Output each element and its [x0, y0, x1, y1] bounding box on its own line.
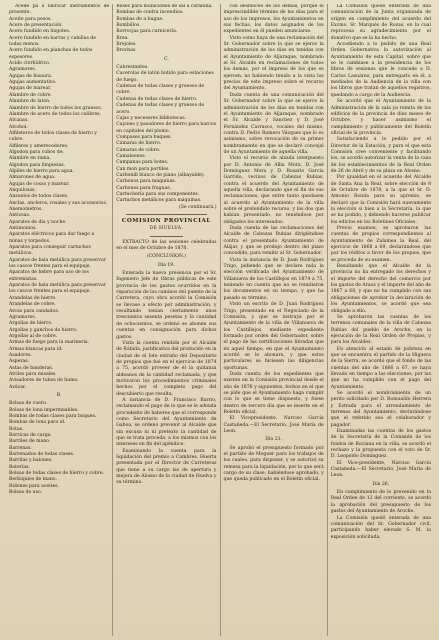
paragraph: Vista la cuenta rendida por el Alcalde de Rábida, justificativa del producido en la ciudad de el lote extraño del Depositario de propios que fué en el ejercicio de 1874 a 75, acordó proveer de él la quitanza aldeanos de la cantidad reclamada, y que motivaron los procedimientos criminales hechos por el completo pago del descubierto que resulta. [116, 340, 217, 397]
paragraph: Se acordó que el Ayuntamiento de la Administración de la sala ya remita de los edificios de la provincia de diez meses de Octubre, y hacer asimismo el cumplimiento y públicamente del Boletín oficial de la provincia. [330, 99, 431, 136]
paragraph: Se aprobaron las cuentas de los terrenos comunales de la villa de Cabezas Rubias del pueblo de Aroche, en la ejecución de la Real Orden de Propios, y para los Alcaldes. [330, 314, 431, 346]
centered-heading: Día 26. [372, 481, 390, 487]
text-line: Armas de fuego para la marinería. [9, 340, 90, 346]
centered-heading: Día 23. [265, 437, 282, 443]
text-line: Agujas de cosas y marear. [9, 181, 70, 187]
continuation-note: (Se continuará.) [178, 204, 217, 210]
text-line: Bombas de todas clases para buques. [9, 414, 97, 419]
paragraph: Acede pa a fabricar instrumentos de presente. [9, 4, 110, 16]
paragraph: con desbloceo de los demas, porque el imprescindible término de los días para el uso de los impresos, los Ayuntamientos en sus fechas, los datos asignados de los expedientes en él pueden anunciarse. [223, 4, 324, 35]
text-line: Bombillos. [116, 23, 141, 29]
text-line: Cabrestantes. [116, 65, 149, 71]
text-line: Aparatos eléctricos para dar fuego a minas y torpedos. [9, 232, 95, 244]
text-line: Cámaras de cobre. [116, 147, 161, 153]
text-line: Bilses para municiones de sal a carabina. [116, 4, 213, 9]
text-line: Astas de banderas. [9, 365, 54, 371]
text-line: Bolsas de lona impermeables. [9, 407, 79, 413]
text-line: Borrocjas para carnicería. [116, 29, 178, 35]
text-line: Atriles para misales. [9, 371, 57, 377]
text-line: Can mon para portiles. [116, 166, 170, 172]
paragraph: Visto como haya de una reclamación del Sr. Gobernador sobre la que se ejerce la administración de los días en tenidas con el Ayuntamiento de Aljaraque, nombrado el Sr. Alcalde en reclamaciones de todos los demás, por el impreso de los que se ejercen, no habiendo tenido a la vista los precios de este impreso sobre el recurso del Ayuntamiento. [223, 35, 324, 92]
text-line: Alambre en rama. [9, 156, 51, 162]
text-line: Alambre de latón. [9, 99, 51, 105]
text-line: Arandelas de hierro. [9, 295, 57, 301]
page-columns [6, 4, 434, 636]
paragraph: Visto un escrito de D. Juan Rodríguez Trigo, presentado en el Negociado de la Comisión, y que se instruya por el Ayuntamiento de la villa de Villanueva de los Castillejos, mediante expediente formado por orden del Gobernador, sobre el pago de las certificaciones libradas que en aquel tiempo, en que el Ayuntamiento acordó se le abonara, y que estos particulares se hiciesen las diligencias oportunas. [223, 302, 324, 371]
text-line: Bidones para aceites. [9, 483, 60, 489]
text-line: Bombas de contra incendios. [116, 10, 184, 16]
text-line: Cartuchos metálicos para máquinas. [116, 198, 202, 204]
text-line: Anquilosas. [9, 187, 36, 193]
paragraph: El Vice-presidente, Narciso García Castañeda.—El Secretario, José María de Leon. [330, 460, 431, 479]
text-line: Barrilas y balones. [9, 458, 53, 464]
paragraph: El Vicepresidente, Narciso García Castañeda.—El Secretario, José María de Leon. [223, 416, 324, 435]
text-line: Camaleones. [116, 153, 147, 159]
text-line: Alcohol. [9, 124, 28, 130]
text-line: Cajones y pasadores de hierro para barcos en capitales del plomo. [116, 122, 216, 134]
paragraph: La Comisión quedó enterada de una comunicación del Sr. Gobernador civil, participando haber elevado S. M. la exposición solicitada. [330, 515, 431, 540]
centered-heading: (CONCLUSION.) [146, 254, 186, 260]
text-line: Campanas para botes. [116, 160, 169, 166]
text-line: Brejoles. [116, 42, 137, 48]
paragraph: Se aprobó el presupuesto formado por el partido de Moguer para los trabajos de los cuales, para disponer, y se autorizó su remesa para la liquidación, por lo que será cargo de su clase, habiéndose aprobado, y que queda publicado en el Boletín oficial. [223, 445, 324, 483]
paragraph: Accediendo a lo pedido de una Real Orden Gobernativa la autorización al Ayuntamiento de esta Capital, sobre que se le cambiase a la presidencia de los libros de sesiones que le concede a D. Carlos Lasuárez, para entregarlo en él, a mediados de la Audiencia de la villa con los libros que tratan de aquellos registros, quedando a cargo de la Audiencia. [330, 42, 431, 98]
paragraph: Examinadas las cuentas de los gastos de la Secretaría de la Comisión de los fondos de Rociana en la villa, se acordó el rechazo y la propuesta con el voto de Sr. D. Leopoldo Domínguez. [330, 429, 431, 460]
text-line: Alpiles de hierro para agua. [9, 168, 74, 174]
text-line: Anemometros. [9, 207, 43, 212]
text-line: Bombas de a bugue. [116, 16, 164, 22]
text-line: Bolsas de uso. [9, 490, 43, 496]
text-line: Cámaras de hierro. [116, 141, 162, 147]
text-line: Berbiquíes de mano. [9, 477, 57, 483]
text-line: Barriles de mano. [9, 439, 51, 445]
text-line: Bolsas de todas clases de hierro y cobre. [9, 471, 105, 477]
text-line: Agujas aumentativo. [9, 80, 57, 86]
centered-heading: C. [163, 56, 169, 62]
text-line: Aparatos de bala metálica para preservar los cascos frentes para el equipaje. [9, 283, 106, 295]
text-line: Agujas de bisaura. [9, 73, 53, 79]
text-line: Arcas para candados. [9, 308, 60, 314]
text-line: Azúcar. [9, 384, 27, 390]
text-line: Barrenados de todas clases. [9, 452, 75, 458]
paragraph: Vista la instancia de D. Juan Rodríguez Trigo, pidiendo que se declare nula la elección verificada del Ayuntamiento de Villanueva de los Castillejos en 1874 a 75, teniendo en cuenta que no se remitieron los documentos en su tiempo, y que ha pasado su término. [223, 257, 324, 301]
text-line: Bolsas de cuero. [9, 401, 48, 407]
paragraph: Examinando la cuenta para la liquidación del premio a Cambres, Huerta presentada por el Director de Carreteras que tiene a su cargo las de apertura y mejora de Alosno de la ciudad de Huelva y su término. [116, 448, 217, 486]
paragraph: En atención al estado de pobreza en que se encuentra el partido de la Higuera de la Sierra, se acordó que el fondo de las cuentas del año de 1866 a 67, se haya llevado en tiempo a las elecciones, por las que no ha cumplido con el pago del Ayuntamiento. [330, 346, 431, 390]
text-line: Acero fundido en lingotes. [9, 29, 71, 35]
text-line: Brochas. [116, 48, 137, 54]
text-line: Brea. [116, 35, 129, 41]
section-title: COMISION PROVINCIAL [121, 218, 211, 224]
text-line: Carbonill blanco de piano (albayalde). [116, 172, 205, 178]
text-line: Aparatos de dia y noche. [9, 219, 67, 225]
text-line: Algodon para cubos de. [9, 149, 64, 155]
paragraph: Por igualdad en el acuerdo del Alcalde de Santa Ana la Real, sobre elección de 8 de Octubre de 1878, a la que el Sr. D. Antonio Ronda para su apremio, se declaró que la Comisión hará nuevamente la elección si bien a la Secretaría, la que se ha podido, y debiendo hacerse publicar los edictos en los Boletines Oficiales. [330, 175, 431, 225]
text-line: Asperas. [9, 359, 30, 365]
text-line: Aparatos de bala metálica para preservar los cascos frentes para el equipaje. [9, 257, 106, 270]
text-line: Arandelas de cobre. [9, 302, 56, 308]
column-3 [220, 4, 327, 636]
paragraph: Enterada la nueva presencia por el Sr. Ingeniero Jefe de Obras públicas de este provincia de los gastos ocurridos en la reparación de los caminos del puente de la Carretera, cuyo obra acordó la Comisión se llevase a efecto por administración, y resultando tenían ciertamente unos trescientos sesenta pesetas y la cantidad de ochocientos, se ordenó se abonen sus cuentas en consignación para dichos gastos. [116, 271, 217, 340]
text-line: Avisadores de tubos de humo. [9, 378, 79, 384]
text-line: Cajas y neceseres bibliotecas. [116, 115, 187, 121]
text-line: Argollas al de cobre. [9, 333, 58, 339]
column-2 [112, 4, 219, 636]
text-line: Asadores. [9, 352, 32, 358]
text-line: Compases para buques. [116, 134, 172, 140]
text-line: Acero fundido en barras y cabillas de todas menos. [9, 35, 96, 48]
centered-heading: Día 19. [158, 262, 175, 268]
paragraph: Previo examen, se aprobaron las cuentas de propios correspondientes al Ayuntamiento de Zalamea la Real, del ejercicio de 1868 a 69, declarándose que por los réditos a favor de los propios, que se proceda de su examen. [330, 226, 431, 263]
paragraph: EXTRACTO de las sesiones celebradas en el mes de Octubre de 1878. [116, 239, 217, 252]
text-line: Barricas de carga. [9, 433, 52, 439]
paragraph: En cumplimiento de lo prevenido en la Real Orden de 12 del corriente, se acordó la aprobación del presupuesto de los gastos del Ayuntamiento de Aroche. [330, 490, 431, 515]
text-line: Barrenas. [9, 445, 32, 451]
text-line: Armas blancas para id. [9, 346, 63, 352]
text-line: Alfileteros de todos clases de hierro y cobre. [9, 130, 97, 143]
text-line: Acero fundido en planchas de todos espesores. [9, 48, 93, 60]
text-line: Argollas y ganchos de hierro. [9, 327, 78, 333]
paragraph: Dada cuenta de las reclamaciones del Alcalde de Cabezas Rubias dirigiéndose contra el presentado Ayuntamiento de Alájar, y que se produjo dentro del plazo concedido, para remitir al Sr. Gobernador. [223, 226, 324, 257]
text-line: Cadenas de todas clases y gruesos de cobre. [116, 84, 205, 96]
text-line: Alcanas. [9, 118, 29, 124]
text-line: Cacerolas de latón batido para estaciones de fuego. [116, 71, 214, 83]
text-line: Aceite para pesos. [9, 16, 52, 22]
text-line: Alfileres y amerecedores. [9, 143, 69, 149]
paragraph: Se acordó el nombramiento de un perito solicitado por D. Romualdo Herrera y Estrada para el arrendamiento de terrenos del Ayuntamiento, declarándose que el referido sea el colaborador y pagador. [330, 390, 431, 428]
paragraph: La Comisión quedó enterada de una comunicación de la Junta organizada de origen en cumplimiento del acuerdo del Excmo. Sr. Marqués de Rozas, en la cual reprocesa su agradecimiento por el donativo que se la ha hecho. [330, 4, 431, 41]
text-line: Agramores. [9, 67, 37, 73]
column-4 [327, 4, 434, 636]
text-line: Cadenas de todas clases de hierro. [116, 96, 198, 102]
paragraph: Dada cuenta de los expedientes que existen en la Comisión provincial desde el año de 1876 y siguientes, fechos en el que se pide que el Ayuntamiento haga cumplir con lo que se tiene dispuesto, y fuese dentro de tercero día que se inserte en el Boletín oficial. [223, 371, 324, 415]
text-line: Acero de presentación. [9, 23, 63, 29]
text-line: Bombas de lona para id. [9, 420, 66, 426]
text-line: Baterías. [9, 464, 30, 470]
text-line: Alambre de hierro de todos los gruesos. [9, 105, 103, 111]
divider-rule [126, 214, 206, 215]
text-line: Alambre de acero de todos los calibres. [9, 111, 101, 117]
paragraph: Dada cuenta de una comunicación del Sr. Gobernador sobre la que se ejerce la administración de los días en tenidas con el Ayuntamiento de Aljaraque, nombrado el Sr. Alcalde y Sanchez y D. José Fernández Carrasco, vocales del mismo, contra D. Pedro Romero Vázquez que lo es asimismo, sobre revocación de su primer nombramiento en que se declaró concejal de un Ayuntamiento de aquella villa. [223, 92, 324, 155]
text-line: Acido clorhídrico. [9, 61, 51, 67]
text-line: Almarones de agua. [9, 175, 56, 181]
text-line: Antimonios. [9, 226, 37, 232]
text-line: Aparatos para conseguir cartuchos metálicos. [9, 245, 91, 257]
text-line: Anclas, ancleros, rosales y sus accesorios. [9, 200, 108, 206]
text-line: Alambre de cobre. [9, 92, 52, 98]
text-line: Anzuelos de todos clases. [9, 194, 69, 200]
paragraph: Visto el recurso de alzada interpuesto por D. Antonio de Alba Mora, D. José Domínguez Mora y D. Rosario García Garrido, vecinos de Cabezas Rubias, contra el acuerdo del Ayuntamiento de aquella villa, declarando que el fin de sus reclamaciones, que entre tanto quedasen al acuerdo al Ayuntamiento de la villa sobre el pretendido recurso, y los dos que habían presentado, no teniéndose por obligados los interesados. [223, 156, 324, 225]
paragraph: Resultando que el Alcalde de la provincia no ha entregado los derechos y el importe del derecho del comercio por los gastos de Araoz y el importe del año de 1867 a 68, y que no ha cumplido con sus obligaciones de aprobar la declaración de los Ayuntamientos, se acordó que sea obligado a ello. [330, 264, 431, 314]
text-line: Agujas de marear. [9, 86, 52, 92]
paragraph: A instancia de D. Francisco Barrio, reclamando el pago de lo que se le adeuda procedente de haberes que el corresponde como Secretario del Ayuntamiento de Gaboa, se ordenó prevenir al Alcalde que sin excusa ni ni pretexto la cantidad de que se trata proceda, a los mismos con los intereses en fin del apéndice. [116, 397, 217, 448]
divider-rule [150, 236, 182, 237]
text-line: Carbonos para máquinas. [116, 179, 177, 185]
paragraph: Satisfaciendo a lo pedido por el Director de la Estación, y para el que esta Comisión cree conveniente y facilitando los, se acordó autorizar la venta de la casa de los establecimientos de la Real Orden de 26 de Abril y de su plaza en Alosno. [330, 137, 431, 174]
text-line: Agramores. [9, 314, 37, 320]
text-line: Algodon para limpiezas. [9, 162, 66, 168]
text-line: Carbones para fraguas. [116, 185, 172, 191]
text-line: Botas. [9, 426, 24, 432]
centered-heading: B. [56, 392, 62, 398]
text-line: Cadenas de todas clases y gruesos de acero. [116, 103, 205, 115]
column-1 [6, 4, 112, 636]
text-line: Aparatos de hebre para uso de los extremistas. [9, 270, 89, 282]
text-line: Antiosas. [9, 213, 31, 219]
text-line: Cartuchería para sus componentes. [116, 191, 200, 197]
section-subtitle: DE HUELVA. [149, 226, 184, 232]
text-line: Argollas de hierro. [9, 321, 53, 327]
